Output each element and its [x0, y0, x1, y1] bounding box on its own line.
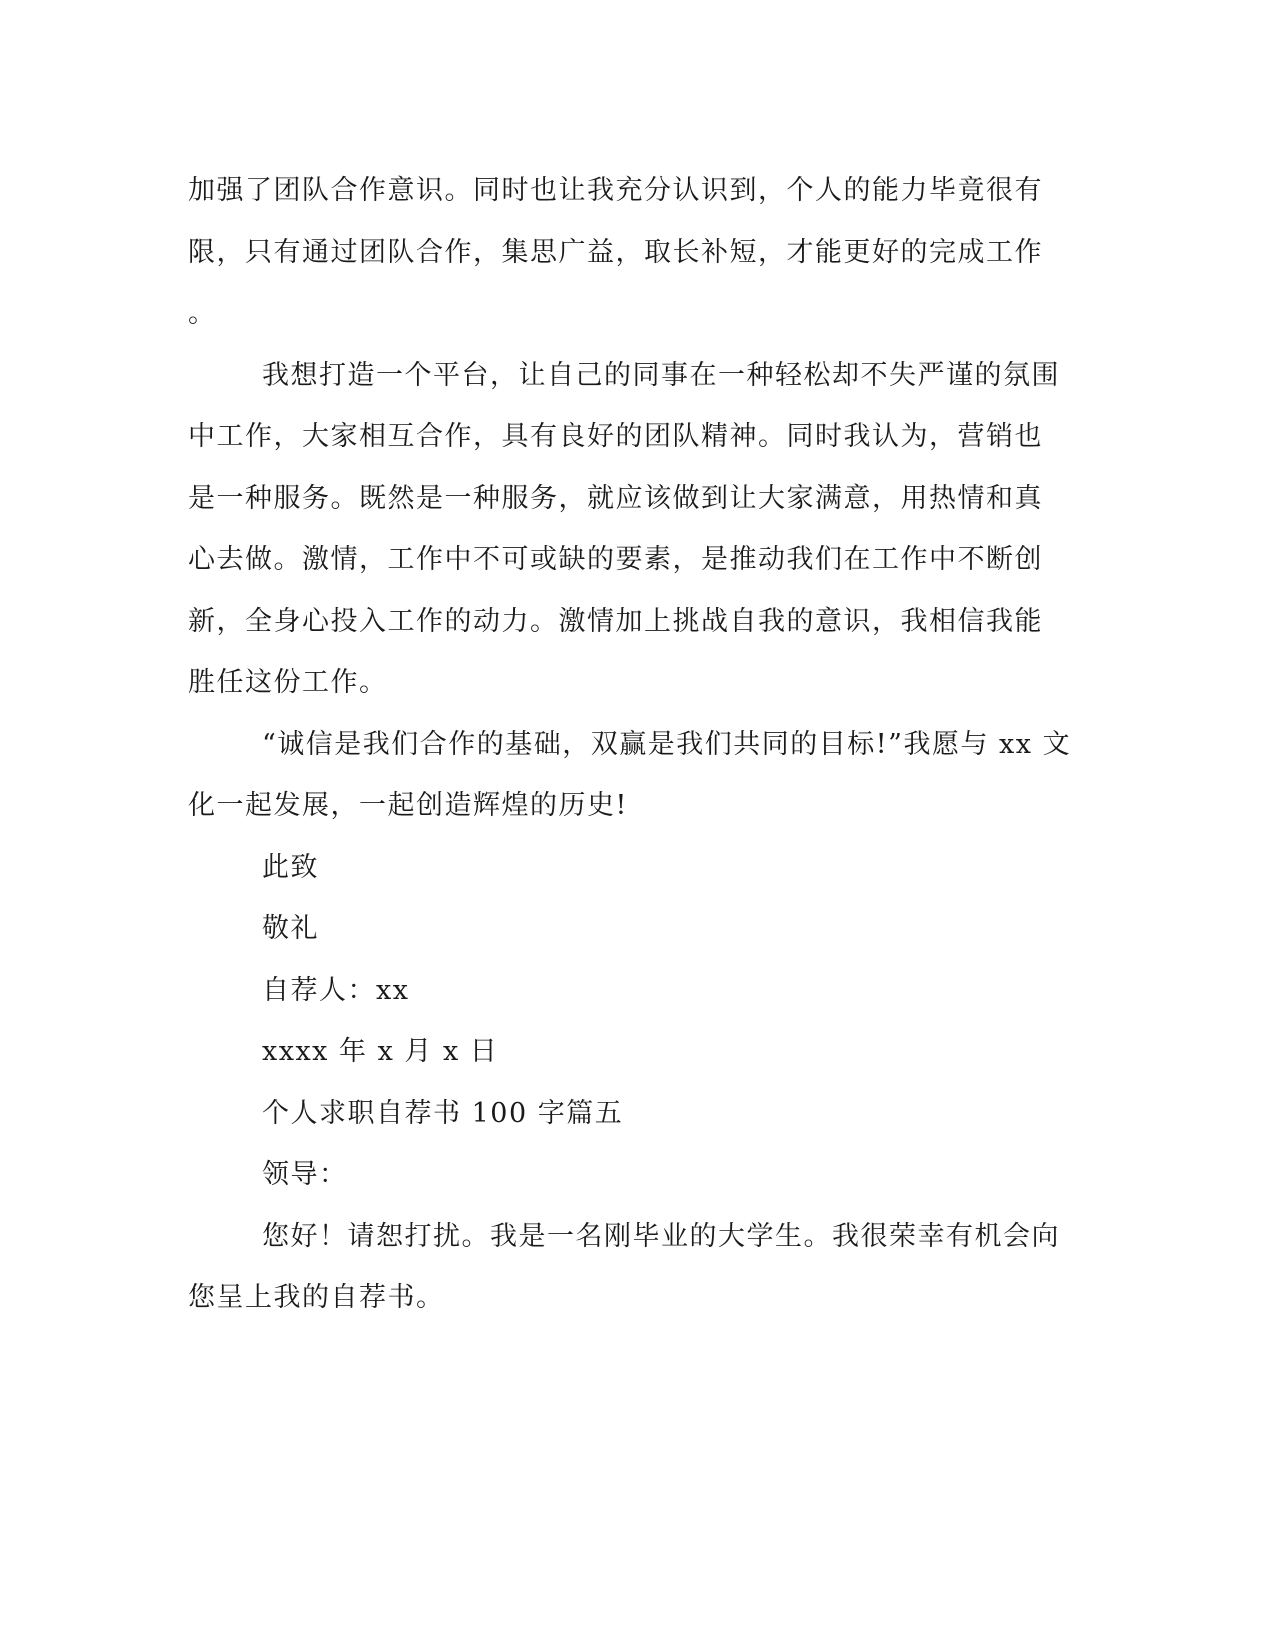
text-line: 新，全身心投入工作的动力。激情加上挑战自我的意识，我相信我能 — [188, 605, 1043, 637]
text-line: 您好！请恕打扰。我是一名刚毕业的大学生。我很荣幸有机会向 — [262, 1220, 1060, 1252]
text-line: 我想打造一个平台，让自己的同事在一种轻松却不失严谨的氛围 — [262, 359, 1060, 391]
document-body — [188, 160, 1072, 1329]
text-line: 是一种服务。既然是一种服务，就应该做到让大家满意，用热情和真 — [188, 482, 1043, 514]
text-line: 中工作，大家相互合作，具有良好的团队精神。同时我认为，营销也 — [188, 421, 1043, 452]
section-heading: 个人求职自荐书 100 字篇五 — [262, 1097, 624, 1129]
text-line: 加强了团队合作意识。同时也让我充分认识到，个人的能力毕竟很有 — [188, 175, 1043, 206]
signature-line: 自荐人：xx — [262, 974, 410, 1006]
text-line: 心去做。激情，工作中不可或缺的要素，是推动我们在工作中不断创 — [188, 544, 1043, 575]
greeting-line: 领导： — [262, 1159, 348, 1190]
text-line: 您呈上我的自荐书。 — [188, 1282, 445, 1313]
closing-regards: 敬礼 — [262, 913, 319, 944]
text-line: 化一起发展，一起创造辉煌的历史! — [188, 790, 628, 821]
text-line: 胜任这份工作。 — [188, 667, 388, 698]
text-line: “诚信是我们合作的基础，双赢是我们共同的目标!”我愿与 xx 文 — [262, 728, 1072, 760]
text-line: 限，只有通过团队合作，集思广益，取长补短，才能更好的完成工作 — [188, 236, 1043, 268]
date-line: xxxx 年 x 月 x 日 — [262, 1036, 499, 1067]
text-line: 。 — [188, 298, 217, 329]
closing-salutation: 此致 — [262, 851, 319, 883]
